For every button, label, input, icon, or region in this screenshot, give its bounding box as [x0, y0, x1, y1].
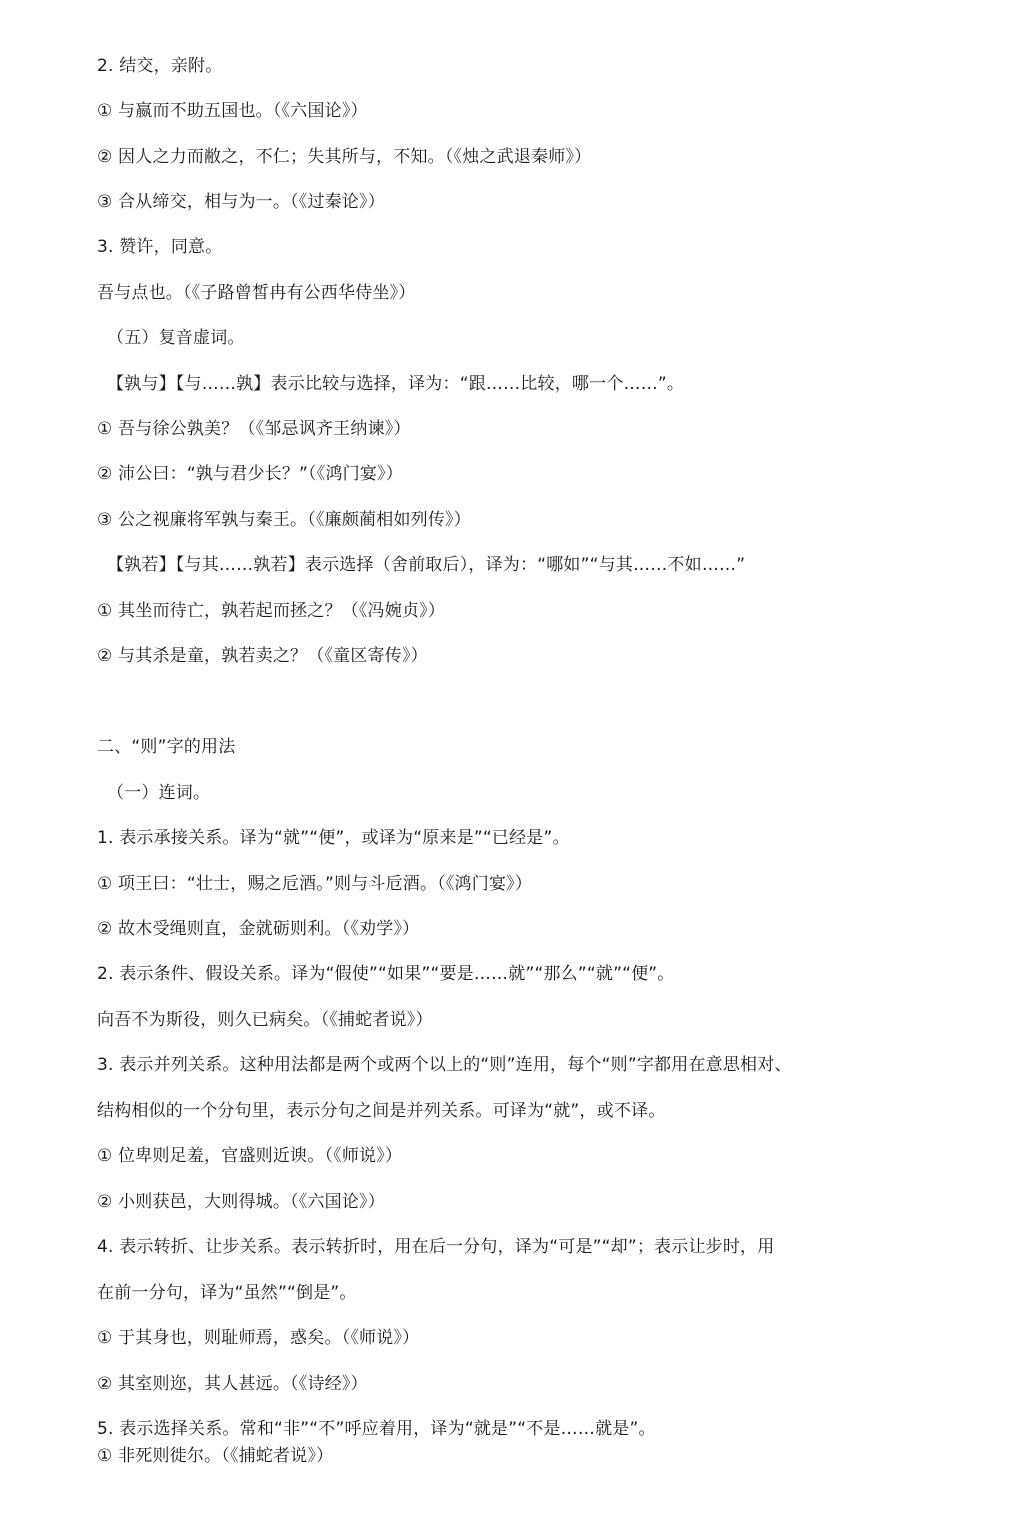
- text-line: ① 项王曰：“壮士，赐之卮酒。”则与斗卮酒。（《鸿门宴》）: [97, 874, 533, 894]
- text-line: ① 非死则徙尔。（《捕蛇者说》）: [97, 1446, 334, 1466]
- text-line: ① 与嬴而不助五国也。（《六国论》）: [97, 101, 368, 121]
- text-line: 2. 表示条件、假设关系。译为“假使”“如果”“要是……就”“那么”“就”“便”。: [97, 964, 675, 984]
- text-line: ② 其室则迩，其人甚远。（《诗经》）: [97, 1374, 368, 1394]
- text-line: ② 沛公曰：“孰与君少长？”（《鸿门宴》）: [97, 464, 403, 484]
- text-line: 【孰与】【与……孰】表示比较与选择，译为：“跟……比较，哪一个……”。: [107, 374, 685, 394]
- text-line: 向吾不为斯役，则久已病矣。（《捕蛇者说》）: [97, 1010, 433, 1030]
- text-line: 4. 表示转折、让步关系。表示转折时，用在后一分句，译为“可是”“却”；表示让步时，用: [97, 1237, 775, 1257]
- text-line: ② 与其杀是童，孰若卖之？（《童区寄传》）: [97, 646, 428, 666]
- text-line: ① 吾与徐公孰美？（《邹忌讽齐王纳谏》）: [97, 419, 411, 439]
- text-line: ② 故木受绳则直，金就砺则利。（《劝学》）: [97, 919, 420, 939]
- text-line: 2. 结交，亲附。: [97, 56, 223, 76]
- text-line: 3. 赞许，同意。: [97, 237, 223, 257]
- text-line: 3. 表示并列关系。这种用法都是两个或两个以上的“则”连用，每个“则”字都用在意思相对、: [97, 1055, 792, 1075]
- text-line: ③ 合从缔交，相与为一。（《过秦论》）: [97, 192, 385, 212]
- text-line: ① 其坐而待亡，孰若起而拯之？（《冯婉贞》）: [97, 601, 446, 621]
- text-line: ① 位卑则足羞，官盛则近谀。（《师说》）: [97, 1146, 403, 1166]
- text-line: 结构相似的一个分句里，表示分句之间是并列关系。可译为“就”，或不译。: [97, 1101, 666, 1121]
- text-line: 在前一分句，译为“虽然”“倒是”。: [97, 1283, 357, 1303]
- text-line: 【孰若】【与其……孰若】表示选择（舍前取后），译为：“哪如”“与其……不如……”: [107, 555, 746, 575]
- text-line: ① 于其身也，则耻师焉，惑矣。（《师说》）: [97, 1328, 420, 1348]
- text-line: 5. 表示选择关系。常和“非”“不”呼应着用，译为“就是”“不是……就是”。: [97, 1419, 656, 1439]
- text-line: ③ 公之视廉将军孰与秦王。（《廉颇蔺相如列传》）: [97, 510, 471, 530]
- section-heading: （一）连词。: [107, 783, 211, 803]
- text-line: ② 因人之力而敝之，不仁；失其所与，不知。（《烛之武退秦师》）: [97, 147, 592, 167]
- text-line: 1. 表示承接关系。译为“就”“便”，或译为“原来是”“已经是”。: [97, 828, 570, 848]
- section-heading: （五）复音虚词。: [107, 328, 245, 348]
- section-heading: 二、“则”字的用法: [97, 737, 236, 757]
- text-line: ② 小则获邑，大则得城。（《六国论》）: [97, 1192, 385, 1212]
- text-line: 吾与点也。（《子路曾皙冉有公西华侍坐》）: [97, 283, 416, 303]
